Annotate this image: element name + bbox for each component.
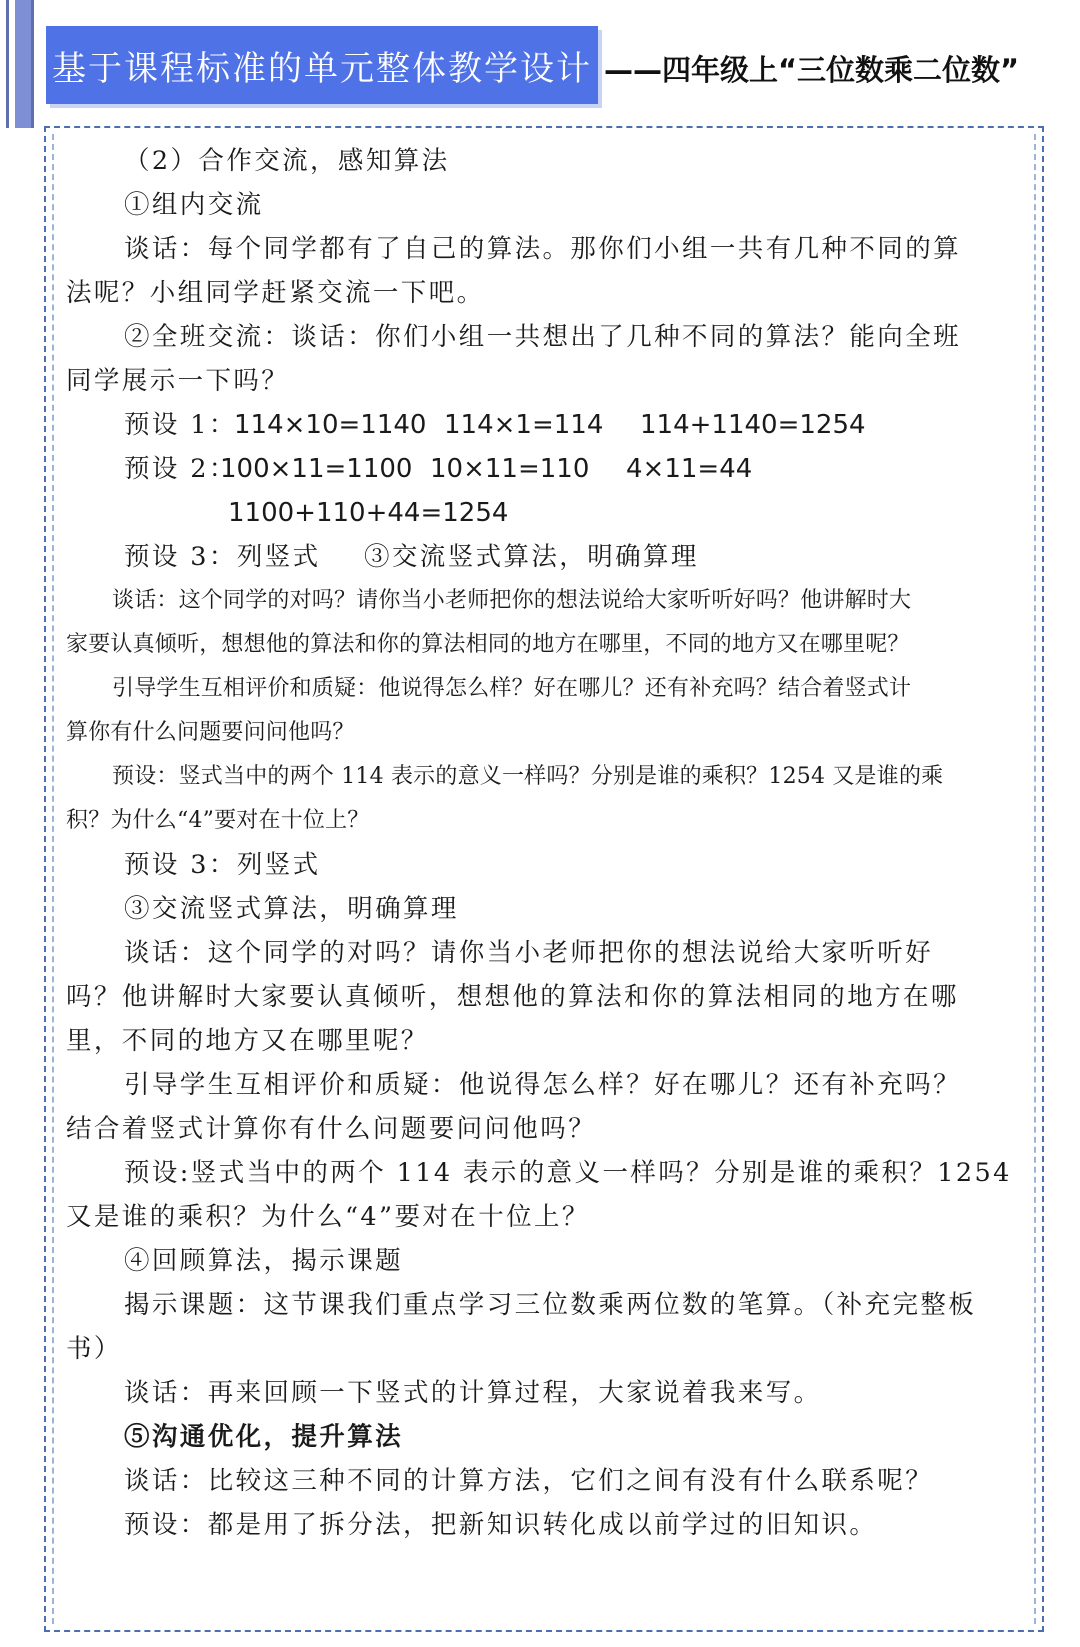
paragraph-line: 引导学生互相评价和质疑：他说得怎么样？好在哪儿？还有补充吗？结合着竖式计 xyxy=(112,676,912,701)
equation: 114×10=1140 xyxy=(234,410,427,440)
step-heading: ③交流竖式算法，明确算理 xyxy=(364,542,699,572)
document-subtitle: ——四年级上“三位数乘二位数” xyxy=(604,53,1020,87)
paragraph-line: ②全班交流：谈话：你们小组一共想出了几种不同的算法？能向全班 xyxy=(124,322,962,352)
equation: 114×1=114 xyxy=(444,410,604,440)
equation: 1100+110+44=1254 xyxy=(228,498,509,528)
step-heading: ①组内交流 xyxy=(124,190,264,220)
preset-3-label: 预设 3：列竖式 xyxy=(124,850,321,880)
equation: 4×11=44 xyxy=(626,454,753,484)
paragraph-line: 算你有什么问题要问问他吗？ xyxy=(66,720,355,745)
paragraph-line: 吗？他讲解时大家要认真倾听，想想他的算法和你的算法相同的地方在哪 xyxy=(66,982,959,1012)
paragraph-line: 谈话：这个同学的对吗？请你当小老师把你的想法说给大家听听好 xyxy=(124,938,934,968)
section-heading: （2）合作交流，感知算法 xyxy=(124,146,450,176)
step-heading-bold: ⑤沟通优化，提升算法 xyxy=(124,1422,404,1452)
decorative-left-bar xyxy=(6,0,34,128)
document-title: 基于课程标准的单元整体教学设计 xyxy=(52,48,592,89)
paragraph-line: 谈话：这个同学的对吗？请你当小老师把你的想法说给大家听听好吗？他讲解时大 xyxy=(112,588,912,613)
equation: 100×11=1100 xyxy=(220,454,413,484)
paragraph-line: 同学展示一下吗？ xyxy=(66,366,290,396)
paragraph-line: 书） xyxy=(66,1334,122,1364)
paragraph-line: 家要认真倾听，想想他的算法和你的算法相同的地方在哪里，不同的地方又在哪里呢？ xyxy=(66,632,910,657)
paragraph-line: 揭示课题：这节课我们重点学习三位数乘两位数的笔算。（补充完整板 xyxy=(124,1290,977,1320)
paragraph-line: 法呢？小组同学赶紧交流一下吧。 xyxy=(66,278,485,308)
paragraph-line: 谈话：再来回顾一下竖式的计算过程，大家说着我来写。 xyxy=(124,1378,822,1408)
step-heading: ③交流竖式算法，明确算理 xyxy=(124,894,459,924)
paragraph-line: 里，不同的地方又在哪里呢？ xyxy=(66,1026,429,1056)
equation: 10×11=110 xyxy=(430,454,590,484)
paragraph-line: 谈话：每个同学都有了自己的算法。那你们小组一共有几种不同的算 xyxy=(124,234,962,264)
preset-2-label: 预设 2： xyxy=(124,454,237,484)
preset-3-label: 预设 3：列竖式 xyxy=(124,542,321,572)
step-heading: ④回顾算法，揭示课题 xyxy=(124,1246,404,1276)
paragraph-line: 引导学生互相评价和质疑：他说得怎么样？好在哪儿？还有补充吗？ xyxy=(124,1070,962,1100)
paragraph-line: 预设:竖式当中的两个 114 表示的意义一样吗？分别是谁的乘积？1254 xyxy=(124,1158,1012,1188)
paragraph-line: 预设：都是用了拆分法，把新知识转化成以前学过的旧知识。 xyxy=(124,1510,878,1540)
paragraph-line: 又是谁的乘积？为什么“4”要对在十位上？ xyxy=(66,1202,590,1232)
paragraph-line: 结合着竖式计算你有什么问题要问问他吗？ xyxy=(66,1114,597,1144)
paragraph-line: 预设：竖式当中的两个 114 表示的意义一样吗？分别是谁的乘积？1254 又是谁的乘 xyxy=(112,764,944,789)
paragraph-line: 谈话：比较这三种不同的计算方法，它们之间有没有什么联系呢？ xyxy=(124,1466,934,1496)
equation: 114+1140=1254 xyxy=(640,410,866,440)
paragraph-line: 积？为什么“4”要对在十位上？ xyxy=(66,808,370,833)
title-banner xyxy=(46,26,598,104)
preset-1-label: 预设 1： xyxy=(124,410,237,440)
